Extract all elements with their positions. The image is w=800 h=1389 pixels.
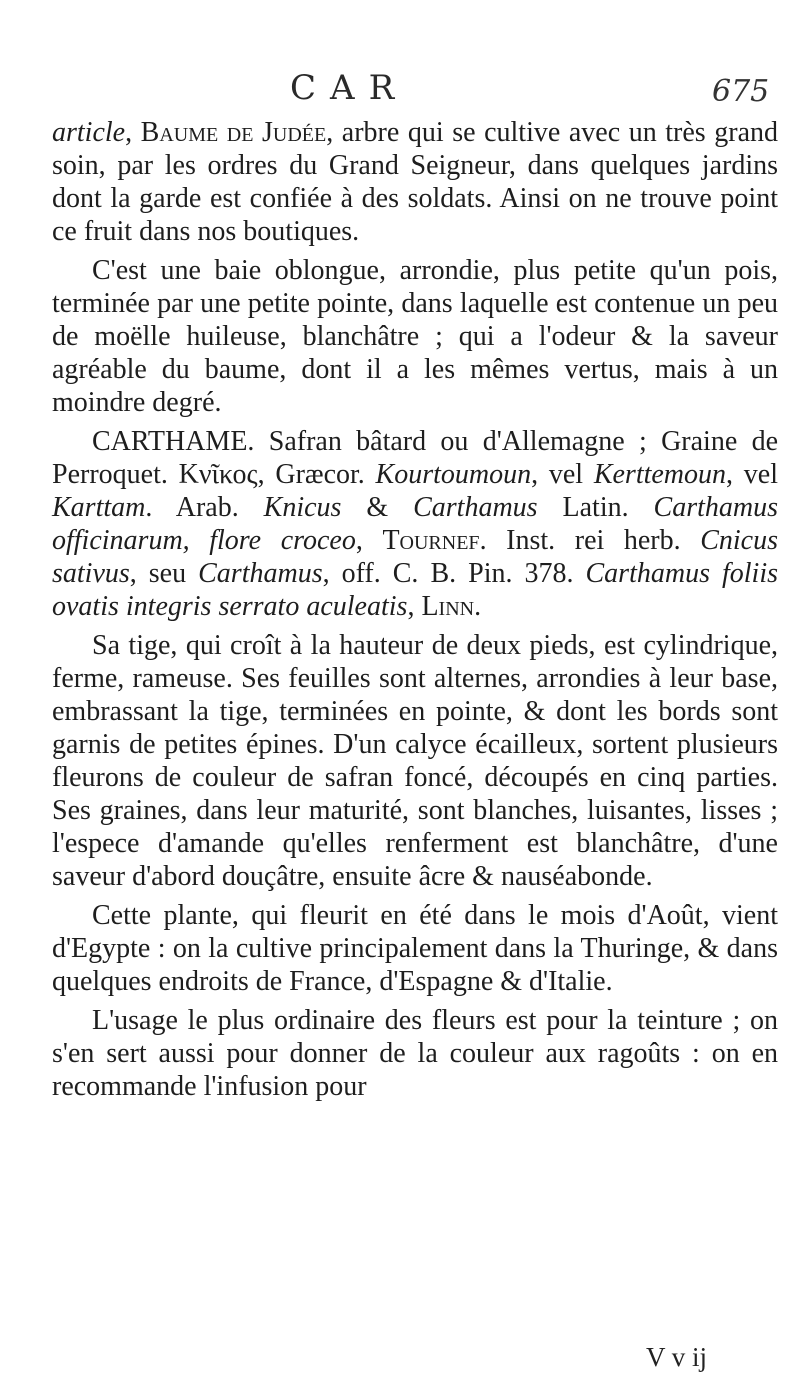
paragraph-carthame <box>52 425 778 623</box>
text-run: , arbre qui se cultive avec un très grand soin, par les ordres du Grand Seigneur, dans quelques jardins dont la garde est confiée à des soldats. Ainsi on ne trouve point ce fruit dans nos boutiques. <box>52 117 778 247</box>
text-run: & <box>341 492 414 523</box>
entry-term: Baume de Judée <box>140 117 327 148</box>
text-run: , <box>355 525 383 556</box>
italic-word: article <box>52 117 126 148</box>
text-run: , seu <box>129 558 199 589</box>
text-run: . Arab. <box>145 492 264 523</box>
text-run: , vel <box>531 459 594 490</box>
italic-name: Kourtoumoun <box>375 459 532 490</box>
text-run: Sa tige, qui croît à la hauteur de deux pieds, est cylindrique, ferme, rameuse. Ses feuilles sont alternes, arrondies à leur base, embrassant la tige, terminées en pointe, & dont les bords sont garnis de petites épines. D'un calyce écailleux, sortent plusieurs fleurons de couleur de safran foncé, découpés en cinq parties. Ses graines, dans leur maturité, sont blanches, luisantes, lisses ; l'espece d'amande qu'elles renferment est blanchâtre, d'une saveur d'abord douçâtre, ensuite âcre & nauséabonde. <box>52 630 778 892</box>
text-run: C'est une baie oblongue, arrondie, plus petite qu'un pois, terminée par une petite pointe, dans laquelle est contenue un peu de moëlle huileuse, blanchâtre ; qui a l'odeur & la saveur agréable du baume, dont il a les mêmes vertus, mais à un moindre degré. <box>52 255 778 418</box>
text-run: , <box>407 591 422 622</box>
author-name: Linn <box>421 591 475 622</box>
text-run: Cette plante, qui fleurit en été dans le mois d'Août, vient d'Egypte : on la cultive principalement dans la Thuringe, & dans quelques endroits de France, d'Espagne & d'Italie. <box>52 900 778 997</box>
italic-name: Carthamus foliis ovatis integris serrato aculeatis <box>52 558 778 622</box>
text-run: . Inst. rei herb. <box>479 525 701 556</box>
text-run: L'usage le plus ordinaire des fleurs est pour la teinture ; on s'en sert aussi pour donner de la couleur aux ragoûts : on en recommande l'infusion pour <box>52 1005 778 1102</box>
italic-name: Cnicus sativus <box>52 525 778 589</box>
text-run: , vel <box>726 459 778 490</box>
running-header <box>0 68 800 118</box>
italic-name: Kerttemoun <box>593 459 727 490</box>
paragraph-plante <box>52 899 778 998</box>
paragraph-baie <box>52 254 778 419</box>
paragraph-baume <box>52 116 778 248</box>
running-title: CAR <box>290 68 409 108</box>
text-run: , off. C. B. Pin. 378. <box>322 558 586 589</box>
signature-mark: V v ij <box>646 1342 708 1372</box>
text-run: , <box>125 117 141 148</box>
italic-name: Knicus <box>263 492 342 523</box>
paragraph-tige <box>52 629 778 893</box>
page-number: 675 <box>712 74 770 109</box>
author-name: Tournef <box>382 525 480 556</box>
italic-name: Carthamus <box>413 492 538 523</box>
italic-name: Carthamus <box>198 558 323 589</box>
text-run: CARTHAME. Safran bâtard ou d'Allemagne ; Graine de Perroquet. Κνῖκος, Græcor. <box>52 426 778 490</box>
text-run: Latin. <box>537 492 654 523</box>
body-text <box>52 116 778 1109</box>
text-run: . <box>474 591 482 622</box>
paragraph-usage <box>52 1004 778 1103</box>
italic-name: Karttam <box>52 492 146 523</box>
italic-name: Carthamus officinarum, flore croceo <box>52 492 779 556</box>
